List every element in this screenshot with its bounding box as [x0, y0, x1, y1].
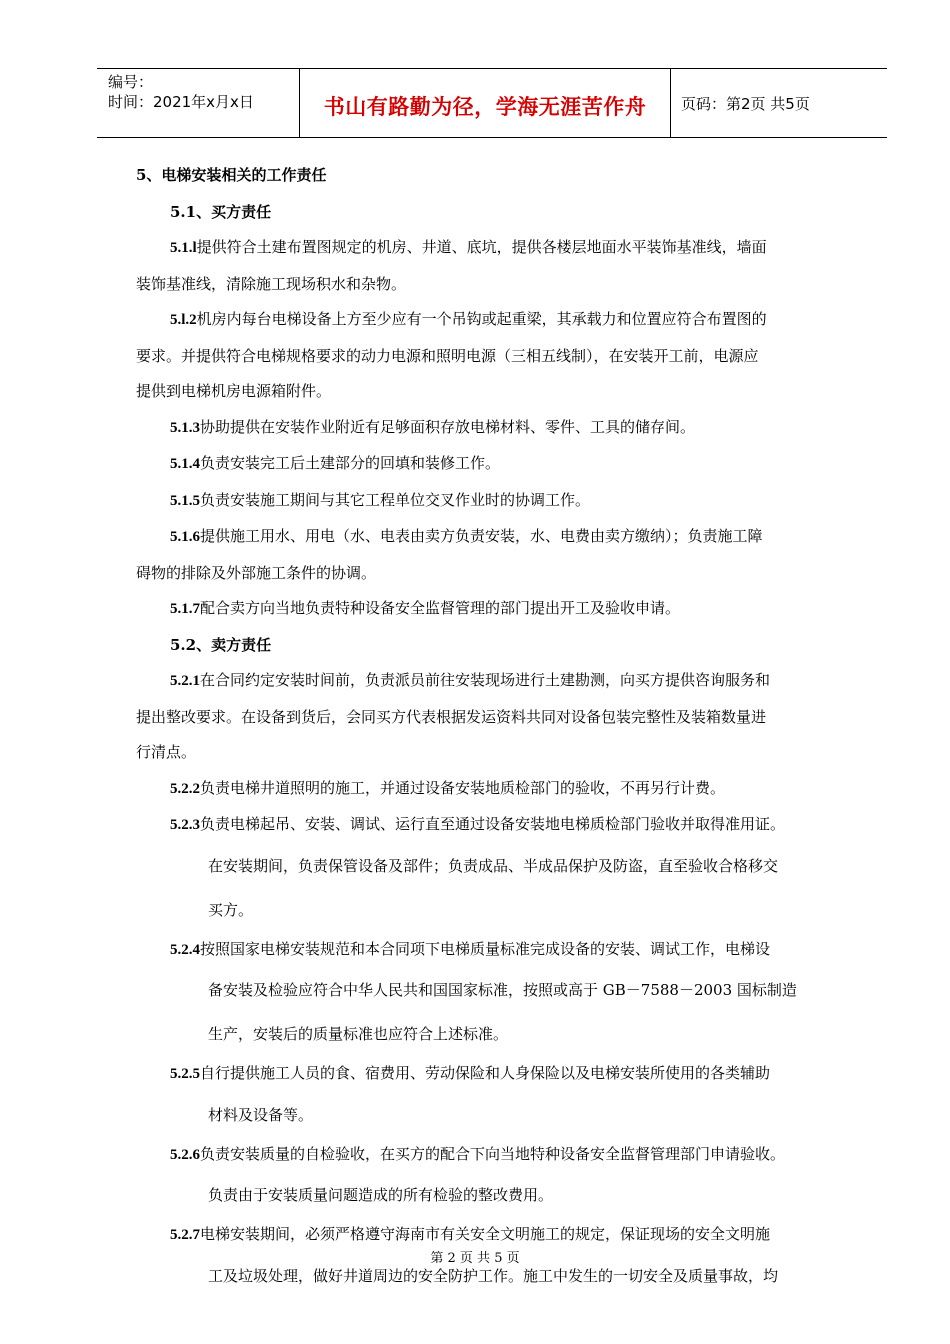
clause-number: 5.2.6 [170, 1146, 200, 1163]
clause-number: 5.1.3 [170, 419, 200, 436]
clause-number: 5.2.3 [170, 817, 200, 833]
clause-text: 碍物的排除及外部施工条件的协调。 [136, 563, 377, 582]
clause-line [136, 1173, 856, 1217]
clause-line [136, 1056, 856, 1093]
clause-text: 在合同约定安装时间前，负责派员前往安装现场进行土建勘测，向买方提供咨询服务和 [200, 671, 771, 689]
buyer-responsibility-heading: 5.1、买方责任 [170, 202, 272, 221]
clause-line [136, 735, 856, 771]
page-footer: 第 2 页 共 5 页 [430, 1251, 520, 1266]
clause-number: 5.2.1 [170, 673, 200, 689]
clause-text: 要求。并提供符合电梯规格要求的动力电源和照明电源（三相五线制），在安装开工前，电源应 [136, 346, 759, 365]
clause-line [136, 302, 856, 339]
clause-line [136, 410, 856, 447]
clause-number: 5.1.5 [170, 492, 200, 509]
document-body [136, 158, 856, 1298]
clause-line [136, 888, 856, 932]
clause-line [136, 968, 856, 1012]
clause-text: 电梯安装期间，必须严格遵守海南市有关安全文明施工的规定，保证现场的安全文明施 [200, 1225, 771, 1243]
clause-number: 5.1.4 [170, 456, 200, 472]
clause-text: 工及垃圾处理，做好井道周边的安全防护工作。施工中发生的一切安全及质量事故，均 [208, 1266, 779, 1285]
seller-responsibility-list [136, 663, 856, 1298]
clause-line [136, 556, 856, 592]
clause-line [136, 446, 856, 483]
clause-text: 备安装及检验应符合中华人民共和国国家标准，按照或高于 GB－7588－2003 国标制造 [208, 981, 797, 999]
clause-number: 5.l.2 [170, 312, 197, 328]
clause-line [136, 1012, 856, 1056]
clause-text: 提供到电梯机房电源箱附件。 [136, 382, 332, 400]
clause-text: 协助提供在安装作业附近有足够面积存放电梯材料、零件、工具的储存间。 [200, 417, 696, 436]
clause-line [136, 267, 856, 303]
clause-text: 在安装期间，负责保管设备及部件；负责成品、半成品保护及防盗，直至验收合格移交 [208, 856, 779, 875]
clause-line [136, 1093, 856, 1137]
clause-number: 5.2.4 [170, 941, 200, 958]
header-motto-cell [299, 69, 671, 137]
clause-number: 5.1.l [170, 240, 197, 256]
clause-text: 生产，安装后的质量标准也应符合上述标准。 [208, 1025, 509, 1043]
clause-line [136, 932, 856, 969]
clause-line [136, 519, 856, 556]
clause-line [136, 663, 856, 700]
clause-number: 5.2.7 [170, 1227, 200, 1243]
clause-text: 负责电梯井道照明的施工，并通过设备安装地质检部门的验收，不再另行计费。 [200, 778, 726, 797]
motto-text: 书山有路勤为径，学海无涯苦作舟 [323, 95, 647, 119]
clause-text: 按照国家电梯安装规范和本合同项下电梯质量标准完成设备的安装、调试工作，电梯设 [200, 939, 771, 958]
clause-line [136, 700, 856, 736]
page-header [97, 68, 887, 138]
clause-line [136, 771, 856, 808]
seller-responsibility-heading: 5.2、卖方责任 [170, 635, 272, 654]
header-meta-cell [97, 69, 299, 137]
clause-number: 5.1.6 [170, 529, 200, 545]
clause-text: 提供施工用水、用电（水、电表由卖方负责安装，水、电费由卖方缴纳）；负责施工障 [200, 527, 763, 545]
clause-line [136, 1137, 856, 1174]
clause-text: 装饰基准线，清除施工现场积水和杂物。 [136, 274, 407, 293]
clause-text: 负责由于安装质量问题造成的所有检验的整改费用。 [208, 1186, 554, 1204]
clause-text: 机房内每台电梯设备上方至少应有一个吊钩或起重梁，其承载力和位置应符合布置图的 [196, 310, 767, 328]
clause-line [136, 339, 856, 375]
clause-line [136, 591, 856, 628]
clause-line [136, 844, 856, 888]
section-title: 5、电梯安装相关的工作责任 [136, 166, 327, 184]
clause-text: 提供符合土建布置图规定的机房、井道、底坑，提供各楼层地面水平装饰基准线，墙面 [196, 238, 767, 256]
clause-text: 负责安装施工期间与其它工程单位交叉作业时的协调工作。 [200, 490, 591, 509]
clause-text: 自行提供施工人员的食、宿费用、劳动保险和人身保险以及电梯安装所使用的各类辅助 [200, 1064, 771, 1082]
clause-text: 负责安装完工后土建部分的回填和装修工作。 [200, 454, 501, 472]
clause-text: 负责电梯起吊、安装、调试、运行直至通过设备安装地电梯质检部门验收并取得准用证。 [200, 815, 786, 833]
clause-line [136, 807, 856, 844]
clause-line [136, 483, 856, 520]
clause-line [136, 374, 856, 410]
clause-text: 材料及设备等。 [208, 1105, 314, 1124]
document-number-label: 编号： [108, 73, 154, 91]
document-time: 时间：2021年x月x日 [108, 93, 254, 111]
clause-text: 负责安装质量的自检验收，在买方的配合下向当地特种设备安全监督管理部门申请验收。 [200, 1144, 786, 1163]
clause-text: 提出整改要求。在设备到货后，会同买方代表根据发运资料共同对设备包装完整性及装箱数量进 [136, 707, 767, 726]
clause-number: 5.2.5 [170, 1066, 200, 1082]
clause-line [136, 230, 856, 267]
clause-number: 5.1.7 [170, 601, 200, 617]
clause-text: 买方。 [208, 900, 254, 919]
page-number-info: 页码：第2页 共5页 [681, 95, 810, 113]
buyer-responsibility-list [136, 230, 856, 628]
clause-text: 配合卖方向当地负责特种设备安全监督管理的部门提出开工及验收申请。 [200, 599, 681, 617]
header-page-cell [671, 69, 887, 137]
clause-text: 行清点。 [136, 743, 197, 761]
clause-number: 5.2.2 [170, 780, 200, 797]
